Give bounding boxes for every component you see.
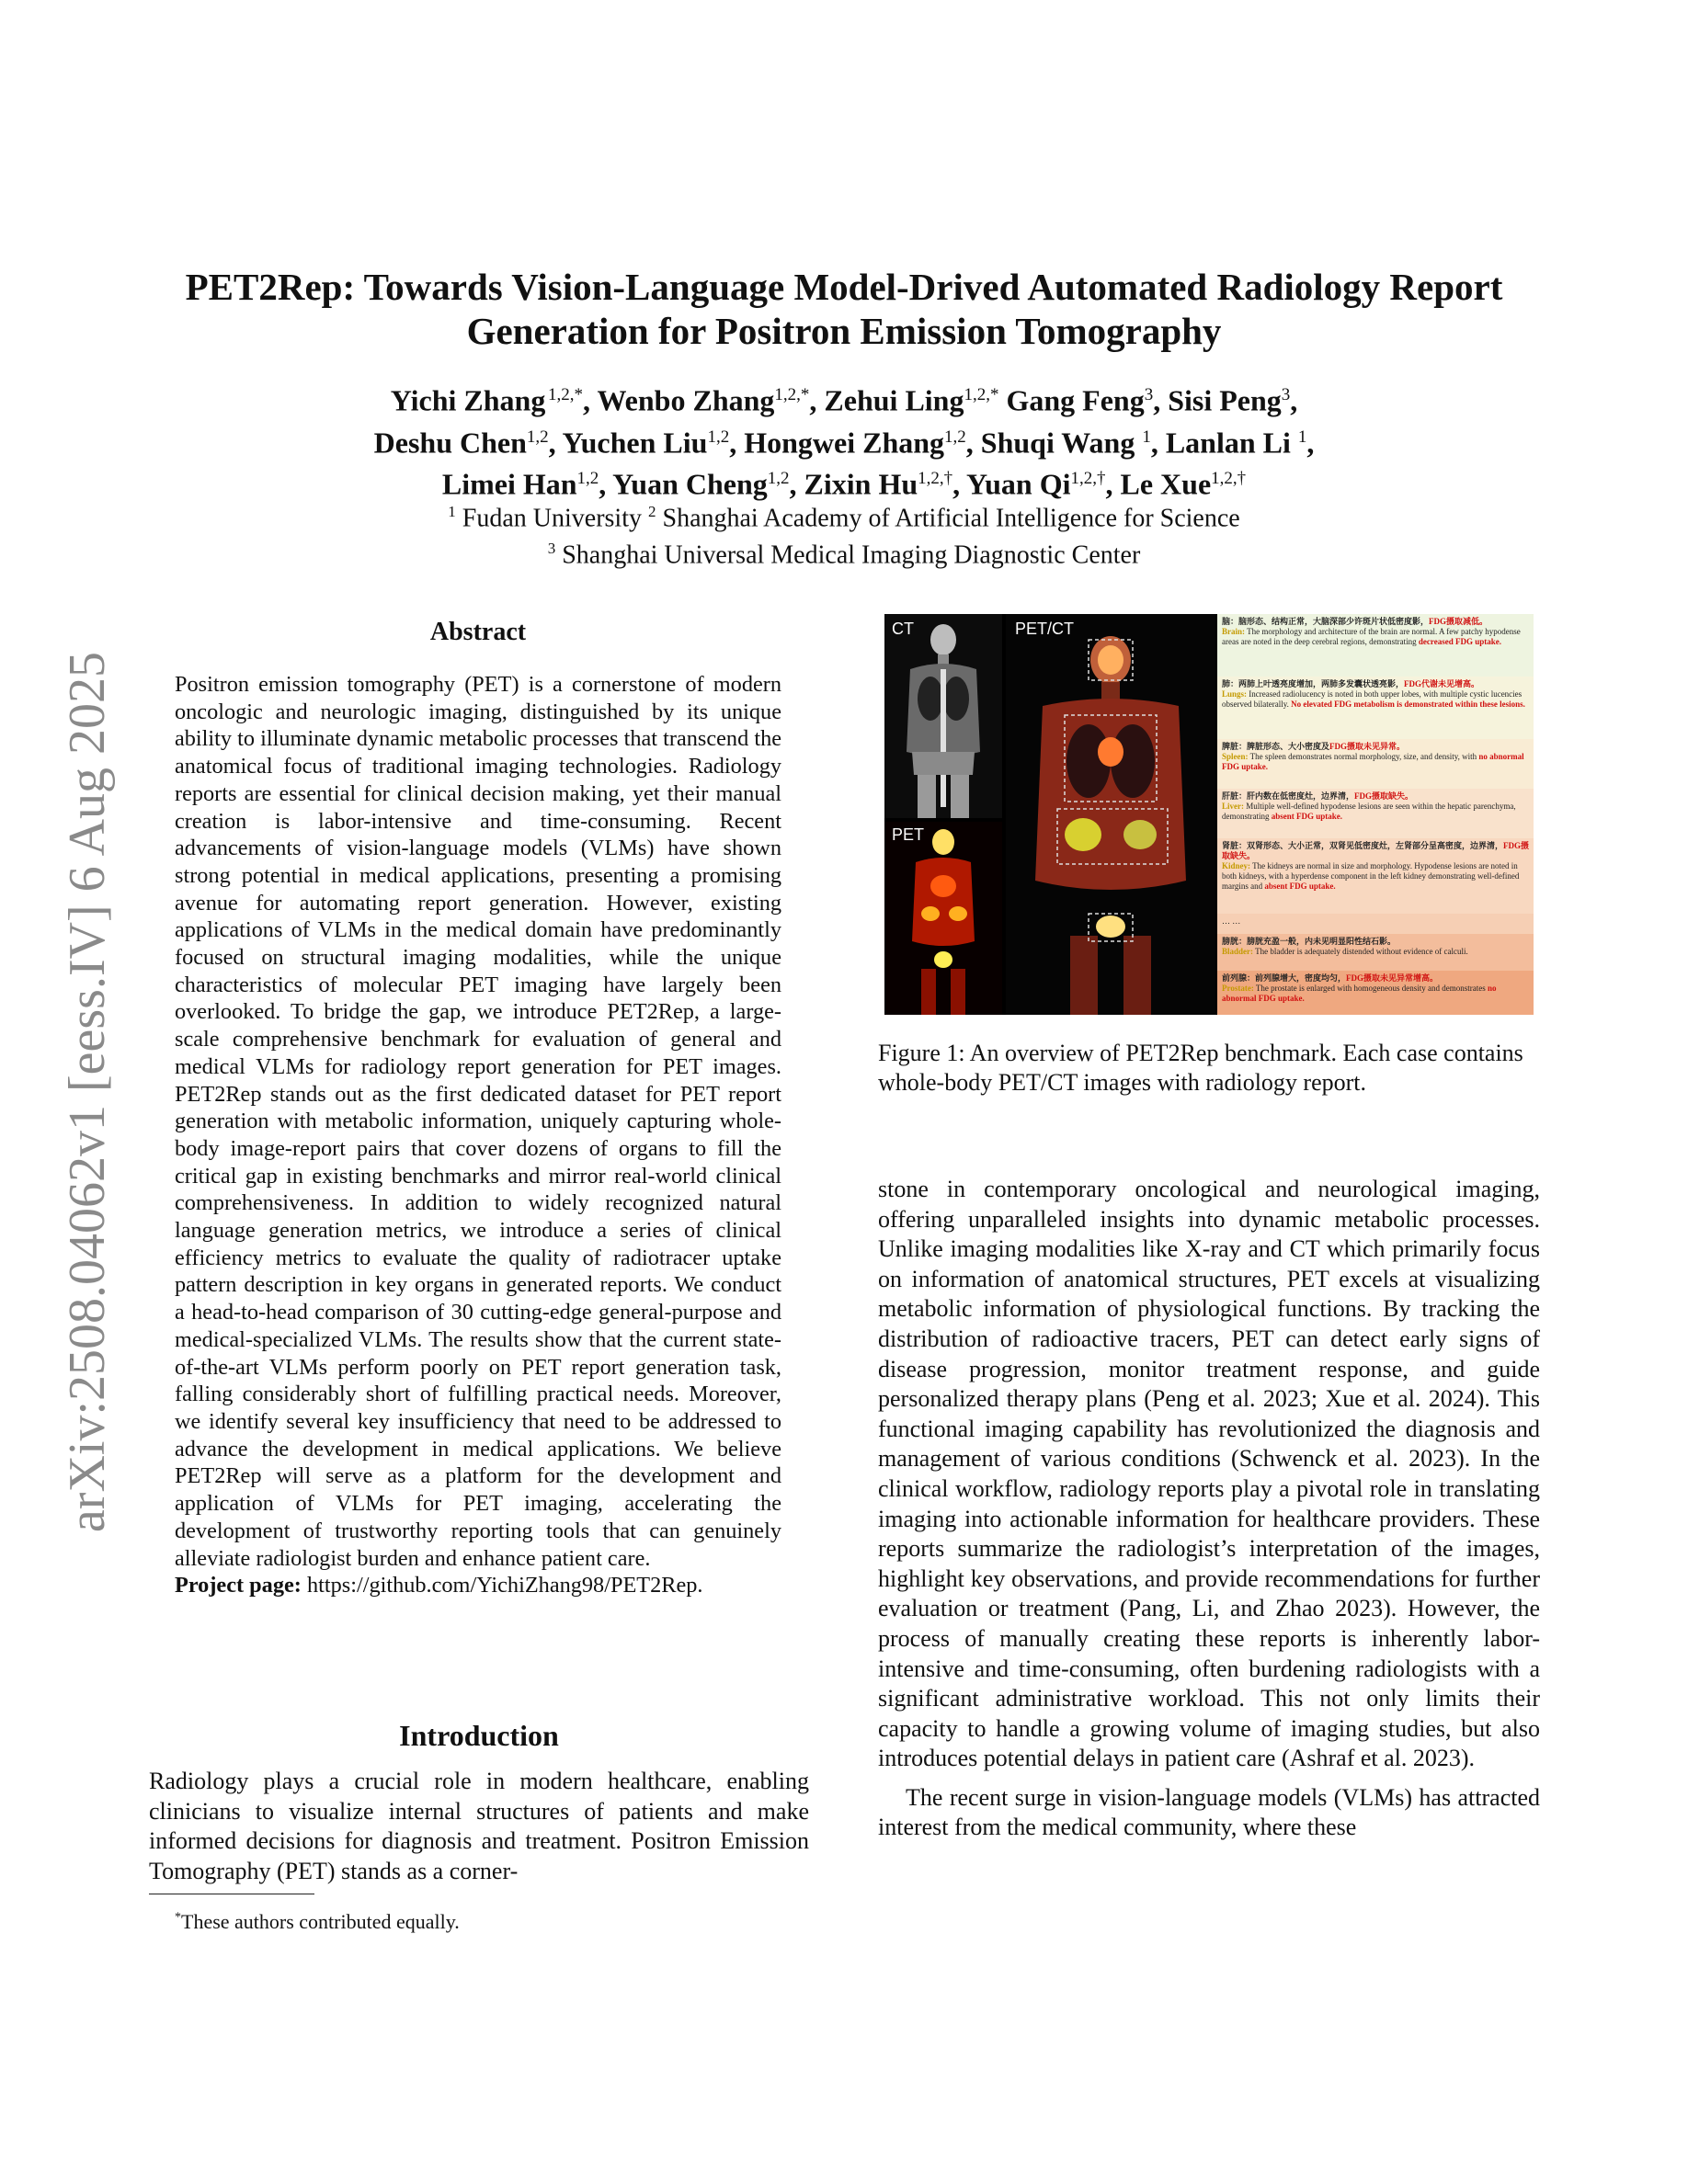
petct-body-icon [1006, 614, 1215, 1015]
author-sup: 1,2,† [1211, 469, 1247, 489]
author-name: Zehui Ling [824, 383, 964, 417]
author-line-1: Yichi Zhang $^{1,2,*}$, Wenbo Zhang$^{1,2,*}$, Zehui Ling$^{1,2,*}$ Gang Feng$^3$, Sisi Peng$^3$, [390, 383, 1298, 417]
ct-label: CT [892, 620, 914, 638]
author-sup: 1,2,* [774, 385, 810, 404]
report-en-highlight: no abnormal FDG uptake. [1222, 752, 1524, 771]
report-organ-label: Spleen: [1222, 752, 1249, 761]
affiliation: Fudan University [462, 504, 642, 533]
introduction-text-right [878, 1175, 1540, 1843]
report-band [1217, 914, 1534, 934]
petct-image [1006, 614, 1215, 1015]
ct-image [884, 614, 1002, 818]
report-band [1217, 614, 1534, 677]
report-band [1217, 677, 1534, 739]
petct-label: PET/CT [1015, 620, 1075, 638]
report-en-text: The morphology and architecture of the brain are normal. A few patchy hypodense areas are noted in the deep cerebral regions, demonstrating [1222, 627, 1521, 646]
author-sup: 1,2 [707, 427, 730, 447]
report-en-text: The kidneys are normal in size and morphology. Hypodense lesions are noted in both kidneys, with a hyperdense component in the left kidney demonstrating well-defined margins and [1222, 861, 1520, 891]
figure-1 [884, 614, 1534, 1015]
author-name: Zixin Hu [804, 467, 918, 501]
project-page-link[interactable]: https://github.com/YichiZhang98/PET2Rep. [306, 1573, 703, 1598]
report-en-highlight: absent FDG uptake. [1264, 882, 1336, 891]
introduction-heading: Introduction [399, 1719, 559, 1752]
report-organ-label: Liver: [1222, 802, 1244, 811]
report-zh-text: 肺：两肺上叶透亮度增加，两肺多发囊状透亮影， [1222, 679, 1405, 688]
author-name: Yuan Cheng [612, 467, 768, 501]
report-band [1217, 934, 1534, 971]
figure-caption: Figure 1: An overview of PET2Rep benchmark. Each case contains whole-body PET/CT images with radiology report. [878, 1040, 1523, 1096]
abstract-body [175, 671, 781, 1599]
report-en-highlight: absent FDG uptake. [1271, 812, 1343, 821]
report-zh-highlight: FDG摄取减低。 [1429, 617, 1488, 626]
report-panel [1217, 614, 1534, 1015]
author-sup: 1,2,* [964, 385, 999, 404]
title-line-1: PET2Rep: Towards Vision-Language Model-Drived Automated Radiology Report [185, 266, 1503, 308]
report-zh-text: 脑：脑形态、结构正常，大脑深部少许斑片状低密度影， [1222, 617, 1430, 626]
pet-body-icon [884, 822, 1002, 1015]
affil-sup: 2 [648, 503, 656, 520]
author-sup: 1 [1142, 427, 1151, 447]
right-paragraph-2: The recent surge in vision-language models (VLMs) has attracted interest from the medical community, where these [878, 1783, 1540, 1841]
affiliation: Shanghai Academy of Artificial Intelligence for Science [662, 504, 1240, 533]
report-band [1217, 789, 1534, 838]
report-en-highlight: no abnormal FDG uptake. [1222, 984, 1497, 1003]
report-en-highlight: decreased FDG uptake. [1418, 637, 1502, 646]
footnote [175, 1910, 460, 1934]
report-organ-label: Prostate: [1222, 984, 1254, 993]
author-sup: 1,2,† [918, 469, 953, 489]
author-sup: 3 [1281, 385, 1291, 404]
author-sup: 1,2 [944, 427, 966, 447]
affiliation: Shanghai Universal Medical Imaging Diagnostic Center [562, 540, 1141, 570]
report-band [1217, 739, 1534, 789]
report-zh-text: 肝脏：肝内数在低密度灶，边界清， [1222, 791, 1355, 801]
right-paragraph-1: stone in contemporary oncological and neurological imaging, offering unparalleled insights into dynamic metabolic processes. Unlike imaging modalities like X-ray and CT which primarily focus on information of anatomical structures, PET excels at visualizing metabolic information of physiological functions. By tracking the distribution of radioactive tracers, PET can detect early signs of disease progression, monitor treatment response, and guide personalized therapy plans (Peng et al. 2023; Xue et al. 2024). This functional imaging capability has revolutionized the diagnosis and management of various conditions (Schwenck et al. 2023). In the clinical workflow, radiology reports play a pivotal role in translating imaging into actionable information for healthcare providers. These reports summarize the radiologist’s interpretation of the images, highlight key observations, and provide recommendations for further evaluation or treatment (Pang, Li, and Zhao 2023). However, the process of manually creating these reports is inherently labor-intensive and time-consuming, often burdening radiologists with a significant administrative workload. This not only limits their capacity to handle a growing volume of imaging studies, but also introduces potential delays in patient care (Ashraf et al. 2023). [878, 1176, 1540, 1772]
report-zh-text: 肾脏：双肾形态、大小正常，双肾见低密度灶，左肾部分呈高密度，边界清， [1222, 841, 1504, 850]
report-en-text: The spleen demonstrates normal morphology, size, and density, with [1248, 752, 1479, 761]
affil-sup: 3 [547, 540, 556, 558]
report-organ-label: Bladder: [1222, 947, 1254, 956]
author-sup: 1,2 [576, 469, 599, 489]
footnote-mark: * [175, 1910, 181, 1925]
author-name: Lanlan Li [1165, 426, 1291, 460]
arxiv-side-label: arXiv:2508.04062v1 [eess.IV] 6 Aug 2025 [59, 651, 116, 1533]
report-en-text: The bladder is adequately distended without evidence of calculi. [1253, 947, 1468, 956]
report-zh-highlight: FDG摄取缺失。 [1354, 791, 1414, 801]
author-name: Gang Feng [1006, 383, 1145, 417]
author-name: Wenbo Zhang [597, 383, 775, 417]
report-organ-label: Kidney: [1222, 861, 1251, 870]
author-sup: 3 [1144, 385, 1154, 404]
author-sup: 1 [1297, 427, 1307, 447]
report-en-text: … … [1222, 916, 1241, 926]
author-line-3: Limei Han$^{1,2}$, Yuan Cheng$^{1,2}$, Zixin $Hu^{1,2,\dagger}$, Yuan $Qi^{1,2,\dagger}$, Le Xue$^{1,2,\dagger}$ [441, 467, 1247, 501]
report-en-text: The prostate is enlarged with homogeneous density and demonstrates [1253, 984, 1488, 993]
report-zh-text: 前列腺：前列腺增大，密度均匀， [1222, 973, 1347, 983]
author-list [138, 377, 1550, 503]
affiliation-line-1 [138, 496, 1550, 533]
introduction-text-left: Radiology plays a crucial role in modern healthcare, enabling clinicians to visualize internal structures of patients and make informed decisions for diagnosis and treatment. Positron Emission Tomography (PET) stands as a corner- [149, 1768, 809, 1884]
affil-sup: 1 [448, 503, 456, 520]
paper-title [138, 265, 1550, 353]
abstract-heading: Abstract [429, 618, 527, 646]
author-sup: 1,2 [767, 469, 790, 489]
author-sup: 1,2 [526, 427, 549, 447]
author-name: Hongwei Zhang [744, 426, 945, 460]
title-line-2: Generation for Positron Emission Tomography [466, 310, 1222, 352]
author-name: Shuqi Wang [980, 426, 1135, 460]
ct-body-icon [884, 614, 1002, 818]
report-zh-highlight: FDG摄取未见异常增高。 [1346, 973, 1439, 983]
report-en-text: Increased radiolucency is noted in both upper lobes, with multiple cystic lucencies observed bilaterally. [1222, 689, 1523, 709]
author-name: Le Xue [1120, 467, 1212, 501]
affiliations [138, 496, 1550, 571]
pet-label: PET [892, 825, 925, 844]
report-zh-text: 脾脏：脾脏形态、大小密度及 [1222, 742, 1330, 751]
author-name: Yichi Zhang [390, 383, 546, 417]
author-name: Yuchen Liu [562, 426, 708, 460]
footnote-text: These authors contributed equally. [181, 1910, 460, 1933]
author-name: Sisi Peng [1168, 383, 1282, 417]
report-zh-highlight: FDG代谢未见增高。 [1404, 679, 1480, 688]
author-name: Deshu Chen [373, 426, 527, 460]
author-name: Yuan Qi [965, 467, 1071, 501]
project-page-label: Project page: [175, 1573, 302, 1598]
report-organ-label: Brain: [1222, 627, 1246, 636]
abstract-text: Positron emission tomography (PET) is a cornerstone of modern oncologic and neurologic imaging, distinguished by its unique ability to illuminate dynamic metabolic processes that transcend the anatomical focus of traditional imaging technologies. Radiology reports are essential for clinical decision making, yet their manual creation is labor-intensive and time-consuming. Recent advancements of vision-language models (VLMs) have shown strong potential in medical applications, presenting a promising avenue for automating report generation. However, existing applications of VLMs in the medical domain have predominantly focused on structural imaging modalities, while the unique characteristics of molecular PET imaging have largely been overlooked. To bridge the gap, we introduce PET2Rep, a large-scale comprehensive benchmark for evaluation of general and medical VLMs for radiology report generation for PET images. PET2Rep stands out as the first dedicated dataset for PET report generation with metabolic information, uniquely capturing whole-body image-report pairs that cover dozens of organs to fill the critical gap in existing benchmarks and mirror real-world clinical comprehensiveness. In addition to widely recognized natural language generation metrics, we introduce a series of clinical efficiency metrics to evaluate the quality of radiotracer uptake pattern description in key organs in generated reports. We conduct a head-to-head comparison of 30 cutting-edge general-purpose and medical-specialized VLMs. The results show that the current state-of-the-art VLMs perform poorly on PET report generation task, falling considerably short of fulfilling practical needs. Moreover, we identify several key insufficiency that need to be addressed to advance the development in medical applications. We believe PET2Rep will serve as a platform for the development and application of VLMs for PET imaging, accelerating the development of trustworthy reporting tools that can genuinely alleviate radiologist burden and enhance patient care. [175, 672, 781, 1571]
report-en-highlight: No elevated FDG metabolism is demonstrated within these lesions. [1291, 700, 1525, 709]
report-zh-text: 膀胱：膀胱充盈一般，内未见明显阳性结石影。 [1222, 937, 1397, 946]
pet-image [884, 822, 1002, 1015]
report-organ-label: Lungs: [1222, 689, 1248, 699]
report-en-text: Multiple well-defined hypodense lesions are seen within the hepatic parenchyma, demonstrating [1222, 802, 1516, 821]
author-name: Limei Han [441, 467, 577, 501]
author-sup: 1,2,† [1070, 469, 1106, 489]
report-zh-highlight: FDG摄取未见异常。 [1329, 742, 1406, 751]
report-band [1217, 838, 1534, 914]
author-line-2: Deshu Chen$^{1,2}$, Yuchen Liu$^{1,2}$, Hongwei Zhang$^{1,2}$, Shuqi Wang $^1$, Lanlan Li $^1$, [373, 426, 1315, 460]
report-band [1217, 971, 1534, 1015]
author-sup: 1,2,* [548, 385, 584, 404]
affiliation-line-2 [138, 533, 1550, 570]
report-zh-highlight: FDG摄取缺失。 [1222, 841, 1530, 860]
